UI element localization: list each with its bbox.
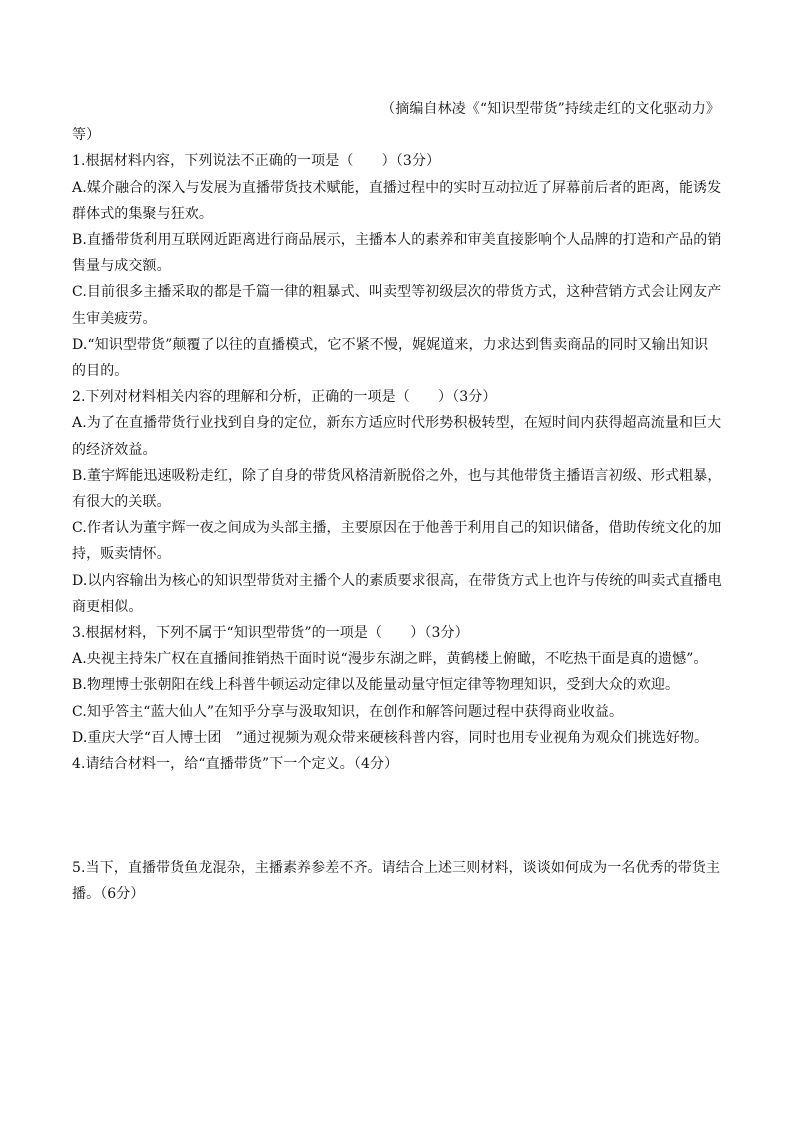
question-1	[72, 148, 722, 384]
question-4	[72, 751, 722, 777]
source-citation: （摘编自林凌《“知识型带货”持续走红的文化驱动力》	[381, 101, 720, 117]
question-1-option-b-line-1: B.直播带货利用互联网近距离进行商品展示，主播本人的素养和审美直接影响个人品牌的打造和产品的销	[72, 232, 722, 249]
source-citation-continued: 等）	[72, 127, 101, 144]
question-3-stem: 3.根据材料，下列不属于“知识型带货”的一项是（ ）（3分）	[72, 625, 469, 642]
question-2-option-d-line-1: D.以内容输出为核心的知识型带货对主播个人的素质要求很高，在带货方式上也许与传统的叫卖式直播电	[72, 572, 722, 589]
question-3-option-b: B.物理博士张朝阳在线上科普牛顿运动定律以及能量动量守恒定律等物理知识，受到大众的欢迎。	[72, 677, 680, 694]
question-2-option-b-line-1: B.董宇辉能迅速吸粉走红，除了自身的带货风格清新脱俗之外，也与其他带货主播语言初级、形式粗暴，	[72, 467, 722, 484]
question-1-option-b-line-2: 售量与成交额。	[72, 258, 171, 275]
question-1-option-c-line-1: C.目前很多主播采取的都是千篇一律的粗暴式、叫卖型等初级层次的带货方式，这种营销方式会让网友产	[72, 284, 722, 301]
question-2-option-a-line-2: 的经济效益。	[72, 441, 157, 458]
question-2-option-c-line-2: 持，贩卖情怀。	[72, 546, 171, 563]
question-3-option-c: C.知乎答主“蓝大仙人”在知乎分享与汲取知识，在创作和解答问题过程中获得商业收益。	[72, 703, 624, 720]
question-2-option-d-line-2: 商更相似。	[72, 598, 143, 615]
question-2-option-c-line-1: C.作者认为董宇辉一夜之间成为头部主播，主要原因在于他善于利用自己的知识储备，借助传统文化的加	[72, 520, 722, 537]
question-1-stem: 1.根据材料内容，下列说法不正确的一项是（ ）（3分）	[72, 153, 441, 170]
question-1-option-d-line-2: 的目的。	[72, 363, 129, 380]
question-2-option-a-line-1: A.为了在直播带货行业找到自身的定位，新东方适应时代形势积极转型，在短时间内获得超高流量和巨大	[72, 415, 722, 432]
question-1-option-a-line-2: 群体式的集聚与狂欢。	[72, 205, 213, 222]
question-5-line-1: 5.当下，直播带货鱼龙混杂，主播素养参差不齐。请结合上述三则材料，谈谈如何成为一名优秀的带货主	[72, 860, 721, 877]
question-3	[72, 620, 722, 751]
question-1-option-a-line-1: A.媒介融合的深入与发展为直播带货技术赋能，直播过程中的实时互动拉近了屏幕前后者的距离，能诱发	[72, 179, 722, 196]
question-2	[72, 384, 722, 620]
answer-space[interactable]	[72, 777, 722, 855]
question-1-option-c-line-2: 生审美疲劳。	[72, 310, 157, 327]
question-2-stem: 2.下列对材料相关内容的理解和分析，正确的一项是（ ）（3分）	[72, 389, 497, 406]
question-3-option-d: D.重庆大学“百人博士团 ”通过视频为观众带来硬核科普内容，同时也用专业视角为观众们挑选好物。	[72, 729, 709, 746]
question-3-option-a: A.央视主持朱广权在直播间推销热干面时说“漫步东湖之畔，黄鹤楼上俯瞰，不吃热干面是真的遗憾”。	[72, 651, 708, 668]
question-4-stem: 4.请结合材料一，给“直播带货”下一个定义。（4分）	[72, 756, 399, 773]
question-5-line-2: 播。（6分）	[72, 886, 145, 903]
question-1-option-d-line-1: D.“知识型带货”颠覆了以往的直播模式，它不紧不慢，娓娓道来，力求达到售卖商品的同时又输出知识	[72, 336, 709, 353]
document-content	[72, 96, 722, 908]
question-5	[72, 855, 722, 907]
question-2-option-b-line-2: 有很大的关联。	[72, 494, 171, 511]
